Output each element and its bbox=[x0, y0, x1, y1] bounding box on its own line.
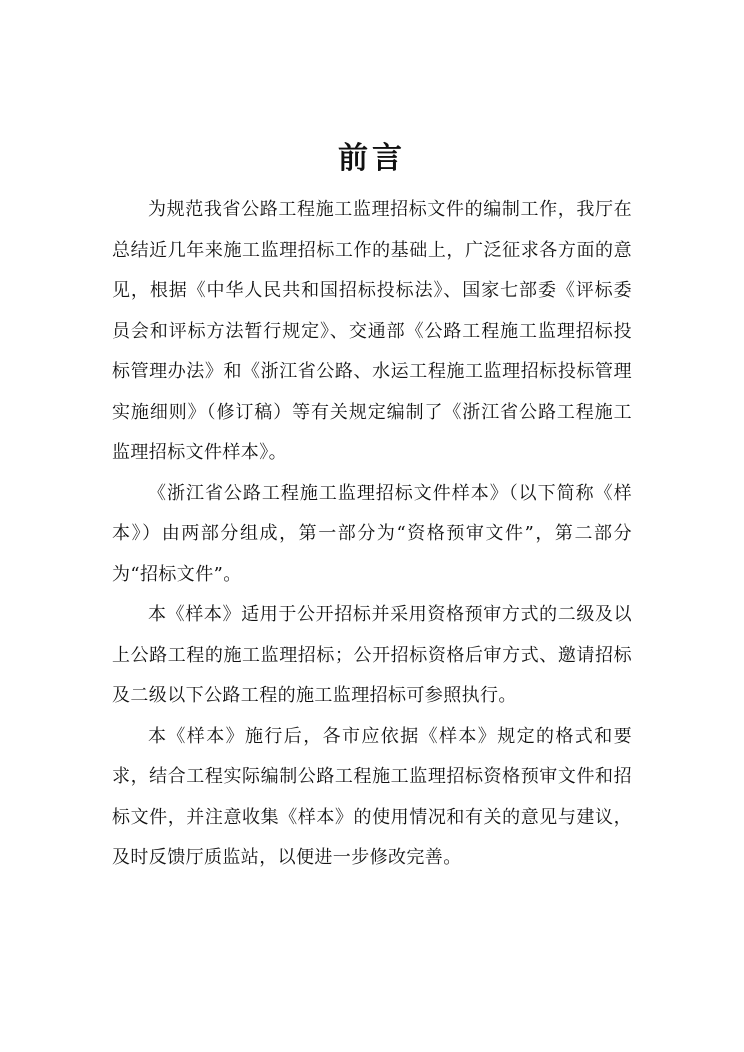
paragraph-implementation: 本《样本》施行后，各市应依据《样本》规定的格式和要求，结合工程实际编制公路工程施工监理招标资格预审文件和招标文件，并注意收集《样本》的使用情况和有关的意见与建议，及时反馈厅质监站，以便进一步修改完善。 bbox=[112, 725, 632, 868]
paragraph-purpose: 为规范我省公路工程施工监理招标文件的编制工作，我厅在总结近几年来施工监理招标工作的基础上，广泛征求各方面的意见，根据《中华人民共和国招标投标法》、国家七部委《评标委员会和评标方法暂行规定》、交通部《公路工程施工监理招标投标管理办法》和《浙江省公路、水运工程施工监理招标投标管理实施细则》（修订稿）等有关规定编制了《浙江省公路工程施工监理招标文件样本》。 bbox=[112, 199, 632, 463]
preface-body bbox=[112, 190, 632, 879]
page-title: 前言 bbox=[338, 141, 406, 176]
paragraph-structure: 《浙江省公路工程施工监理招标文件样本》（以下简称《样本》）由两部分组成，第一部分为“资格预审文件”，第二部分为“招标文件”。 bbox=[112, 482, 632, 585]
paragraph-scope: 本《样本》适用于公开招标并采用资格预审方式的二级及以上公路工程的施工监理招标；公开招标资格后审方式、邀请招标及二级以下公路工程的施工监理招标可参照执行。 bbox=[112, 604, 632, 706]
